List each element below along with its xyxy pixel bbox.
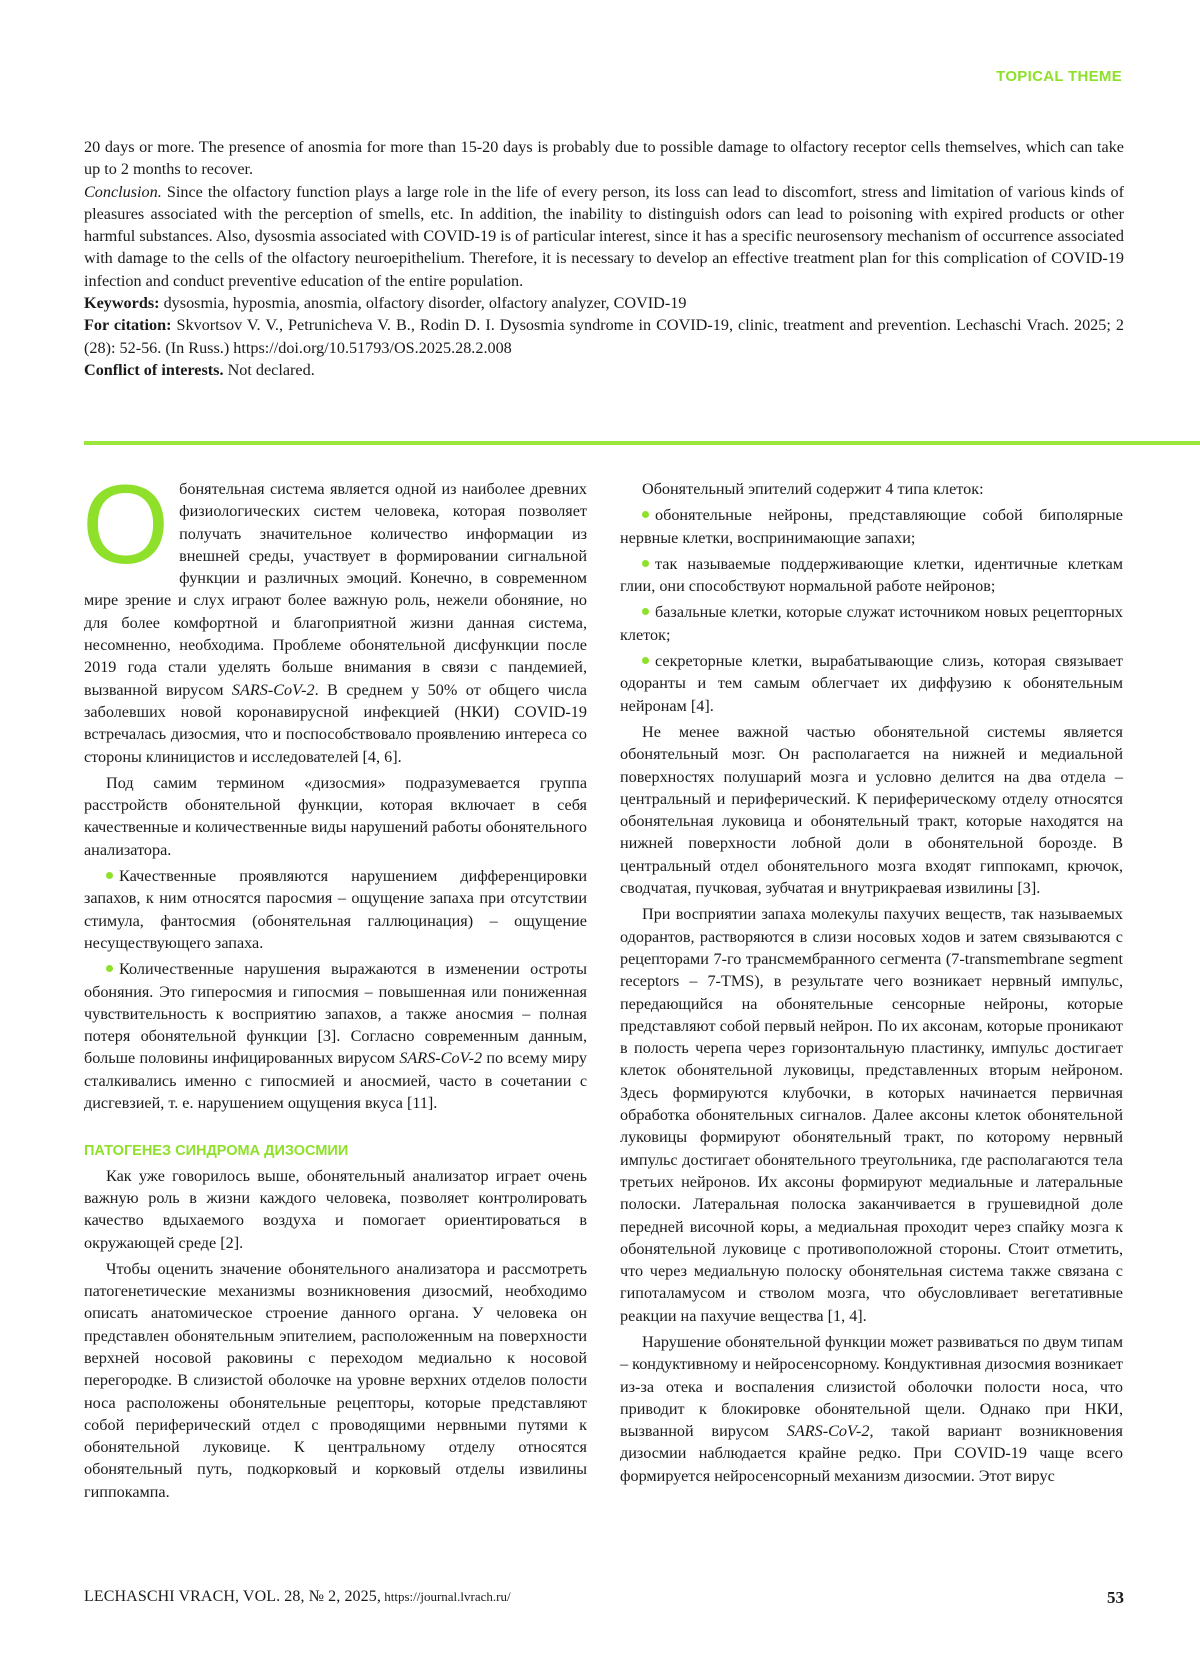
bullet-dot-icon: [642, 511, 649, 518]
bullet-dot-icon: [642, 657, 649, 664]
intro-text: бонятельная система является одной из наиболее древних физиологических систем человека, которая позволяет получать значительное количество информации из внешней среды, участвует в формировании сигнальной функции и различных эмоций. Конечно, в современном мире зрение и слух играют более важную роль, нежели обоняние, но для более комфортной и благоприятной жизни данная система, несомненно, необходима. Проблеме обонятельной дисфункции после 2019 года стали уделять больше внимания в связи с пандемией, вызванной вирусом: [84, 480, 587, 699]
paragraph: [620, 1331, 1123, 1487]
paragraph: Не менее важной частью обонятельной системы является обонятельный мозг. Он располагается на нижней и медиальной поверхностях полушарий мозга и условно делится на два отдела – центральный и периферический. К периферическому отделу относятся обонятельная луковица и обонятельный тракт, которые находятся на нижней поверхности лобной доли в обонятельной борозде. В центральный отдел обонятельного мозга входят гиппокамп, крючок, сводчатая, пучковая, зубчатая и внутрикраевая извилины [3].: [620, 722, 1123, 898]
section-divider: [84, 441, 1200, 445]
conclusion-text: Since the olfactory function plays a large role in the life of every person, its loss can lead to discomfort, stress and limitation of various kinds of pleasures associated with the perception of smells, etc. In addition, the inability to distinguish odors can lead to poisoning with expired products or other harmful substances. Also, dysosmia associated with COVID-19 is of particular interest, since it has a specific neurosensory mechanism of occurrence associated with damage to the cells of the olfactory neuroepithelium. Therefore, it is necessary to develop an effective treatment plan for this complication of COVID-19 infection and conduct preventive education of the entire population.: [84, 182, 1124, 290]
abstract-citation: [84, 314, 1124, 359]
virus-name: SARS-CoV-2: [399, 1049, 483, 1068]
citation-label: For citation:: [84, 316, 172, 335]
bullet-item: [620, 504, 1123, 549]
keywords-text: dysosmia, hyposmia, anosmia, olfactory disorder, olfactory analyzer, COVID-19: [159, 294, 687, 313]
intro-text-end: . В среднем у 50% от общего числа заболевших новой коронавирусной инфекцией (НКИ) COVID-19 встречалась дизосмия, что и поспособствовало проявлению интереса со стороны клиницистов и исследователей [4, 6].: [84, 680, 587, 766]
bullet-text: секреторные клетки, вырабатывающие слизь, которая связывает одоранты и тем самым облегчает их диффузию к обонятельным нейронам [4].: [620, 652, 1123, 715]
keywords-label: Keywords:: [84, 294, 160, 313]
bullet-item: [84, 865, 587, 954]
bullet-text: так называемые поддерживающие клетки, идентичные клеткам глии, они способствуют нормальной работе нейронов;: [620, 554, 1123, 596]
paragraph-text-end: , такой вариант возникновения дизосмии наблюдается крайне редко. При COVID-19 чаще всего формируется нейросенсорный механизм дизосмии. Этот вирус: [620, 1422, 1123, 1485]
bullet-item: [620, 601, 1123, 646]
journal-url-link[interactable]: https://journal.lvrach.ru/: [380, 1589, 511, 1604]
conclusion-label: Conclusion.: [84, 182, 162, 201]
intro-paragraph: [82, 462, 587, 768]
journal-citation: LECHASCHI VRACH, VOL. 28, № 2, 2025,: [84, 1588, 381, 1605]
page-footer: [84, 1588, 1124, 1606]
conflict-label: Conflict of interests.: [84, 360, 224, 379]
paragraph-text: Нарушение обонятельной функции может развиваться по двум типам – кондуктивному и нейросенсорному. Кондуктивная дизосмия возникает из-за отека и воспаления слизистой оболочки полости носа, что приводит к блокировке обонятельной щели. Однако при НКИ, вызванной вирусом: [620, 1332, 1123, 1441]
bullet-text-end: по всему миру сталкивались именно с гипосмией и аносмией, часто в сочетании с дисгевзией, т. е. нарушением ощущения вкуса [11].: [84, 1049, 588, 1113]
abstract-conclusion: [84, 181, 1124, 292]
bullet-dot-icon: [642, 560, 649, 567]
bullet-text: Количественные нарушения выражаются в изменении остроты обоняния. Это гиперосмия и гипосмия – повышенная или пониженная чувствительность к восприятию запахов, а также аносмия – полная потеря обонятельной функции [3]. Согласно современным данным, больше половины инфицированных вирусом: [84, 960, 587, 1068]
left-column: [82, 462, 588, 1507]
paragraph: При восприятии запаха молекулы пахучих веществ, так называемых одорантов, растворяются в слизи носовых ходов и затем связываются с рецепторами 7-го трансмембранного сегмента (7-transmembrane segment receptors – 7-TMS), в результате чего возникает нервный импульс, передающийся на обонятельные сенсорные нейроны, которые представляют собой первый нейрон. По их аксонам, которые проникают в полость черепа через горизонтальную пластинку, импульс достигает клеток обонятельной луковицы, представленных вторым нейроном. Здесь формируются клубочки, в которых начинается первичная обработка обонятельных сигналов. Далее аксоны клеток обонятельной луковицы формируют обонятельный тракт, по которому нервный импульс достигает обонятельного треугольника, где располагаются тела третьих нейронов. Их аксоны формируют медиальные и латеральные полоски. Латеральная полоска заканчивается в грушевидной доле передней височной коры, а медиальная проходит через спайку мозга к обонятельной луковице с противоположной стороны. Стоит отметить, что через медиальную полоску обонятельная система также связана с гипоталамусом и стволом мозга, что обусловливает вегетативные реакции на пахучие вещества [1, 4].: [620, 905, 1123, 1325]
section-heading: ПАТОГЕНЕЗ СИНДРОМА ДИЗОСМИИ: [84, 1143, 349, 1160]
paragraph: Обонятельный эпителий содержит 4 типа клеток:: [642, 480, 984, 498]
paragraph: Чтобы оценить значение обонятельного анализатора и рассмотреть патогенетические механизмы возникновения дизосмий, необходимо описать анатомическое строение данного органа. У человека он представлен обонятельным эпителием, расположенным на поверхности верхней носовой раковины с переходом медиально к носовой перегородке. В слизистой оболочке на уровне верхних отделов полости носа расположены обонятельные рецепторы, которые представляют собой периферический отдел с проводящими нервными путями к обонятельной луковице. К центральному отделу относятся обонятельный путь, подкорковый и корковый отделы извилины гиппокампа.: [84, 1259, 587, 1501]
bullet-text: обонятельные нейроны, представляющие собой биполярные нервные клетки, воспринимающие запахи;: [620, 506, 1123, 547]
drop-cap: О: [82, 462, 170, 587]
bullet-text: базальные клетки, которые служат источником новых рецепторных клеток;: [620, 603, 1123, 644]
conflict-text: Not declared.: [223, 360, 315, 379]
paragraph: Как уже говорилось выше, обонятельный анализатор играет очень важную роль в жизни каждого человека, позволяет контролировать качество вдыхаемого воздуха и помогает ориентироваться в окружающей среде [2].: [84, 1166, 587, 1252]
bullet-item: [620, 553, 1123, 598]
right-column: [620, 478, 1123, 1491]
bullet-text: Качественные проявляются нарушением дифференцировки запахов, к ним относятся паросмия – ощущение запаха при отсутствии стимула, фантосмия (обонятельная галлюцинация) – ощущение несуществующего запаха.: [84, 867, 587, 952]
citation-text: Skvortsov V. V., Petrunicheva V. B., Rodin D. I. Dysosmia syndrome in COVID-19, clinic, treatment and prevention. Lechaschi Vrach. 2025; 2 (28): 52-56. (In Russ.) https://doi.org/10.51793/OS.2025.28.2.008: [84, 316, 1125, 357]
bullet-item: [84, 958, 587, 1114]
abstract-keywords: [84, 292, 1124, 314]
bullet-item: [620, 650, 1123, 717]
virus-name: SARS-CoV-2: [786, 1422, 870, 1441]
bullet-dot-icon: [106, 872, 113, 879]
abstract-block: [84, 136, 1124, 381]
bullet-dot-icon: [106, 965, 113, 972]
paragraph: Под самим термином «дизосмия» подразумевается группа расстройств обонятельной функции, которая включает в себя качественные и количественные виды нарушений работы обонятельного анализатора.: [84, 773, 587, 859]
virus-name: SARS-CoV-2: [231, 680, 315, 699]
abstract-results-tail: 20 days or more. The presence of anosmia for more than 15-20 days is probably due to possible damage to olfactory receptor cells themselves, which can take up to 2 months to recover.: [84, 138, 1124, 179]
bullet-dot-icon: [642, 608, 649, 615]
page-number: 53: [1107, 1588, 1124, 1607]
abstract-conflict: [84, 359, 1124, 381]
section-label: TOPICAL THEME: [996, 68, 1122, 85]
